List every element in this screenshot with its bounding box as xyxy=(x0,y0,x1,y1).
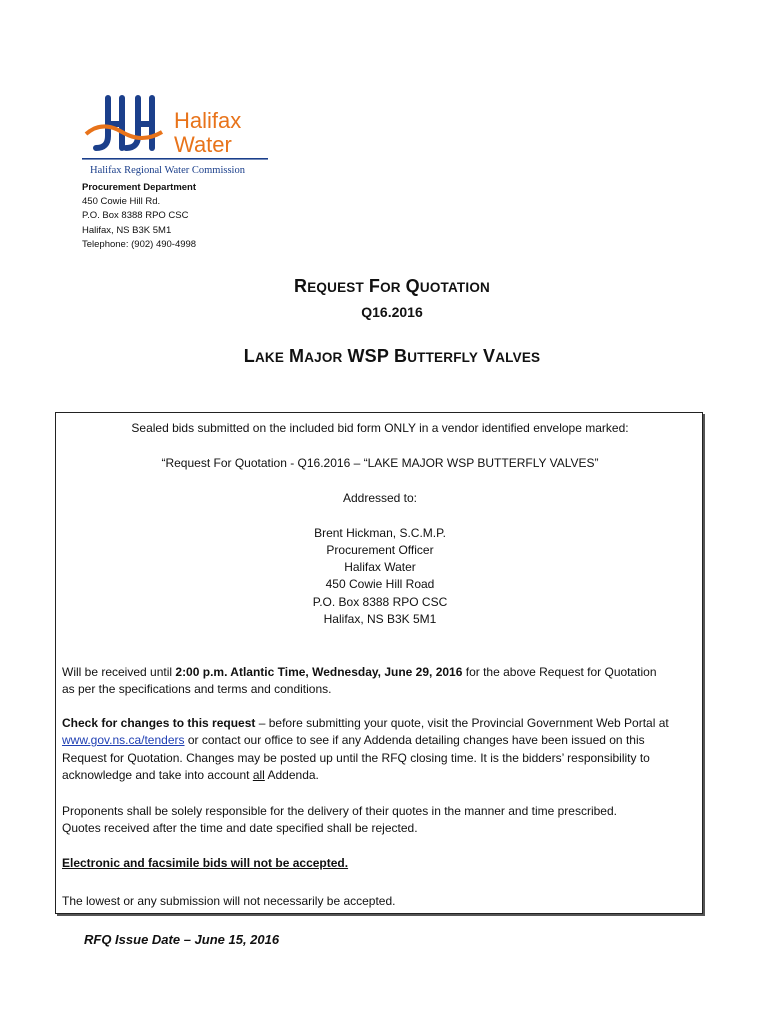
recipient-title: Procurement Officer xyxy=(326,543,434,557)
title-rest: ALVES xyxy=(495,350,541,365)
closing-deadline: 2:00 p.m. Atlantic Time, Wednesday, June 29, 2016 xyxy=(175,665,463,679)
department-address-line: P.O. Box 8388 RPO CSC xyxy=(82,210,189,222)
title-cap: B xyxy=(394,346,408,366)
logo-tagline: Halifax Regional Water Commission xyxy=(90,165,245,176)
title-rest: UTTERFLY xyxy=(407,350,479,365)
department-telephone: Telephone: (902) 490-4998 xyxy=(82,238,197,250)
recipient-org: Halifax Water xyxy=(344,560,416,574)
responsibility-line1: Proponents shall be solely responsible for the delivery of their quotes in the manner and time prescribed. xyxy=(62,804,617,818)
changes-line4-pre: acknowledge and take into account xyxy=(62,767,253,782)
recipient-box: P.O. Box 8388 RPO CSC xyxy=(312,595,448,609)
changes-line4-emphasis: all xyxy=(252,767,265,782)
title-rest: UOTATION xyxy=(419,280,490,295)
title-rest: AJOR xyxy=(304,350,343,365)
received-paragraph xyxy=(62,664,698,699)
department-address-line: 450 Cowie Hill Rd. xyxy=(82,196,161,208)
title-rest: AKE xyxy=(254,350,285,365)
recipient-city: Halifax, NS B3K 5M1 xyxy=(323,612,437,626)
title-rest: OR xyxy=(380,280,401,295)
rfq-number: Q16.2016 xyxy=(361,304,423,320)
recipient-name: Brent Hickman, S.C.M.P. xyxy=(314,526,446,540)
department-address-line: Halifax, NS B3K 5M1 xyxy=(82,224,172,236)
title-cap: M xyxy=(289,346,305,366)
title-word: WSP xyxy=(347,346,390,366)
department-address-block xyxy=(82,181,196,252)
logo-mark xyxy=(82,90,274,178)
received-post: for the above Request for Quotation xyxy=(462,665,657,679)
received-pre: Will be received until xyxy=(62,665,176,679)
department-name: Procurement Department xyxy=(82,182,197,193)
title-cap: Q xyxy=(405,276,420,296)
submission-instructions-box xyxy=(55,412,703,914)
logo-line2: Water xyxy=(174,132,232,157)
tenders-portal-link[interactable]: www.gov.ns.ca/tenders xyxy=(62,733,185,748)
title-cap: L xyxy=(243,346,255,366)
lowest-submission-notice: The lowest or any submission will not necessarily be accepted. xyxy=(62,894,396,908)
intro-text: Sealed bids submitted on the included bid form ONLY in a vendor identified envelope marked: xyxy=(131,421,629,435)
addressed-to-label: Addressed to: xyxy=(342,491,418,505)
responsibility-line2: Quotes received after the time and date specified shall be rejected. xyxy=(62,821,418,836)
changes-lead: Check for changes to this request xyxy=(62,716,256,730)
responsibility-paragraph xyxy=(62,803,698,838)
rfq-issue-date: RFQ Issue Date – June 15, 2016 xyxy=(84,932,280,947)
received-line2: as per the specifications and terms and conditions. xyxy=(62,682,332,697)
changes-paragraph xyxy=(62,715,698,784)
recipient-street: 450 Cowie Hill Road xyxy=(325,577,435,591)
title-cap: V xyxy=(483,346,496,366)
halifax-water-logo xyxy=(82,90,274,178)
logo-line1: Halifax xyxy=(174,108,242,133)
changes-line2: or contact our office to see if any Addenda detailing changes have been issued on this xyxy=(184,733,645,748)
changes-line1: – before submitting your quote, visit the Provincial Government Web Portal at xyxy=(255,716,669,730)
project-title xyxy=(0,346,768,367)
title-cap: F xyxy=(368,276,381,296)
title-rest: EQUEST xyxy=(307,280,364,295)
changes-line4-post: Addenda. xyxy=(264,767,319,782)
changes-line3: Request for Quotation. Changes may be posted up until the RFQ closing time. It is the bidders’ responsibility to xyxy=(62,750,650,765)
document-title xyxy=(0,276,768,297)
electronic-bids-notice: Electronic and facsimile bids will not be accepted. xyxy=(62,856,349,870)
envelope-marking: “Request For Quotation - Q16.2016 – “LAKE MAJOR WSP BUTTERFLY VALVES” xyxy=(161,456,599,470)
title-cap: R xyxy=(294,276,308,296)
